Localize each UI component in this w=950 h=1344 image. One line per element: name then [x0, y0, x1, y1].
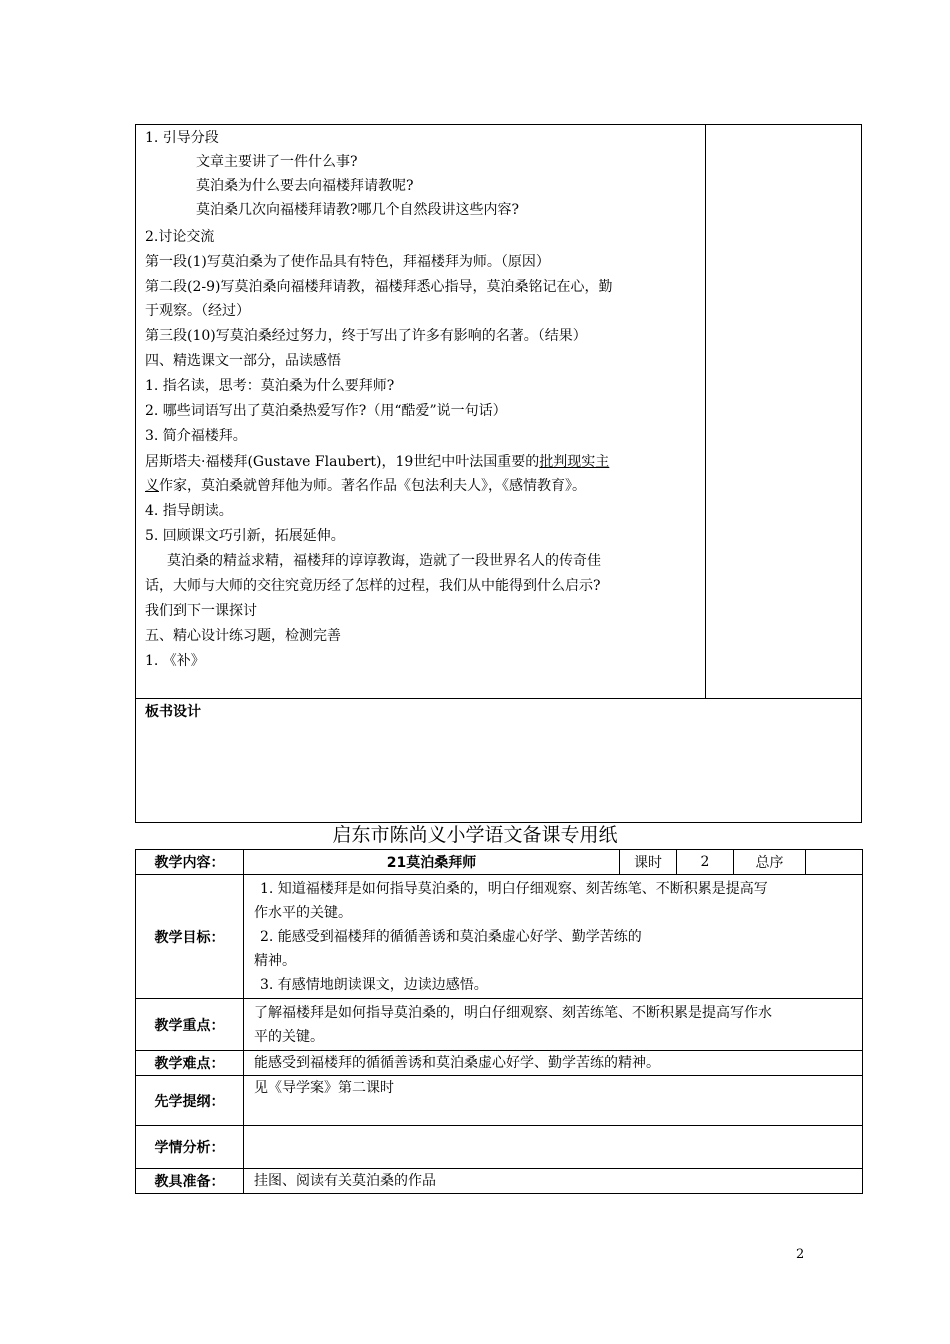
- step-line: 第三段(10)写莫泊桑经过努力，终于写出了许多有影响的名著。（结果）: [145, 328, 587, 344]
- step-line: 1. 引导分段: [145, 130, 219, 146]
- period-label: 课时: [620, 850, 677, 875]
- key-line: 平的关键。: [254, 1028, 324, 1045]
- prestudy-value: 见《导学案》第二课时: [244, 1076, 863, 1126]
- board-design-label: 板书设计: [145, 704, 201, 720]
- prep-row: [136, 1169, 863, 1194]
- prestudy-label: 先学提纲：: [136, 1076, 244, 1126]
- goal-line: 1. 知道福楼拜是如何指导莫泊桑的，明白仔细观察、刻苦练笔、不断积累是提高写: [260, 880, 768, 897]
- analysis-row: [136, 1126, 863, 1169]
- lesson-plan-table: [135, 849, 863, 1194]
- difficulty-label: 教学难点：: [136, 1051, 244, 1076]
- flaubert-intro: 居斯塔夫·福楼拜(Gustave Flaubert)，19世纪中叶法国重要的: [145, 454, 540, 470]
- step-line: [145, 451, 609, 473]
- analysis-label: 学情分析：: [136, 1126, 244, 1169]
- goals-cell: [244, 875, 863, 999]
- content-value: 21莫泊桑拜师: [244, 850, 620, 875]
- lesson-continuation-table: [135, 124, 862, 823]
- step-line: 2. 哪些词语写出了莫泊桑热爱写作?（用“酷爱”说一句话）: [145, 403, 507, 419]
- goal-line: 精神。: [254, 952, 296, 969]
- step-line: 我们到下一课探讨: [145, 603, 257, 619]
- step-line: 第一段(1)写莫泊桑为了使作品具有特色，拜福楼拜为师。（原因）: [145, 254, 550, 270]
- order-label: 总序: [734, 850, 806, 875]
- goal-line: 3. 有感情地朗读课文，边读边感悟。: [260, 976, 488, 993]
- analysis-value: [244, 1126, 863, 1169]
- lesson-steps-cell: [136, 125, 706, 699]
- board-design-cell: [136, 699, 861, 822]
- notes-column: [706, 125, 861, 699]
- step-line: 莫泊桑为什么要去向福楼拜请教呢?: [196, 178, 414, 194]
- difficulty-value: 能感受到福楼拜的循循善诱和莫泊桑虚心好学、勤学苦练的精神。: [244, 1051, 863, 1076]
- prep-value: 挂图、阅读有关莫泊桑的作品: [244, 1169, 863, 1194]
- step-line: 4. 指导朗读。: [145, 503, 233, 519]
- step-line: 2.讨论交流: [145, 229, 215, 245]
- key-line: 了解福楼拜是如何指导莫泊桑的，明白仔细观察、刻苦练笔、不断积累是提高写作水: [254, 1004, 772, 1021]
- difficulty-row: [136, 1051, 863, 1076]
- step-line: [145, 475, 586, 497]
- prestudy-row: [136, 1076, 863, 1126]
- step-line: 5. 回顾课文巧引新，拓展延伸。: [145, 528, 345, 544]
- step-line: 3. 简介福楼拜。: [145, 428, 247, 444]
- step-line: 话，大师与大师的交往究竟历经了怎样的过程，我们从中能得到什么启示?: [145, 578, 601, 594]
- step-line: 四、精选课文一部分，品读感悟: [145, 353, 341, 369]
- step-line: 1. 《补》: [145, 653, 205, 669]
- flaubert-works: 作家，莫泊桑就曾拜他为师。著名作品《包法利夫人》，《感情教育》。: [159, 478, 586, 494]
- goals-label: 教学目标：: [136, 875, 244, 999]
- step-line: 于观察。（经过）: [145, 303, 250, 319]
- key-cell: [244, 999, 863, 1051]
- critical-realism-term-end: 义: [145, 478, 159, 494]
- page-title: 启东市陈尚义小学语文备课专用纸: [332, 824, 618, 846]
- period-value: 2: [677, 850, 734, 875]
- prep-label: 教具准备：: [136, 1169, 244, 1194]
- step-line: 文章主要讲了一件什么事?: [196, 154, 358, 170]
- page-number: 2: [796, 1247, 805, 1262]
- step-line: 第二段(2-9)写莫泊桑向福楼拜请教，福楼拜悉心指导，莫泊桑铭记在心，勤: [145, 279, 613, 295]
- step-line: 莫泊桑的精益求精，福楼拜的谆谆教诲，造就了一段世界名人的传奇佳: [167, 553, 601, 569]
- goals-row: [136, 875, 863, 999]
- step-line: 1. 指名读，思考：莫泊桑为什么要拜师?: [145, 378, 395, 394]
- content-label: 教学内容：: [136, 850, 244, 875]
- goal-line: 作水平的关键。: [254, 904, 352, 921]
- key-row: [136, 999, 863, 1051]
- key-label: 教学重点：: [136, 999, 244, 1051]
- content-row: [136, 850, 863, 875]
- critical-realism-term: 批判现实主: [539, 454, 610, 470]
- step-line: 五、精心设计练习题，检测完善: [145, 628, 341, 644]
- order-value: [806, 850, 863, 875]
- step-line: 莫泊桑几次向福楼拜请教?哪几个自然段讲这些内容?: [196, 202, 520, 218]
- goal-line: 2. 能感受到福楼拜的循循善诱和莫泊桑虚心好学、勤学苦练的: [260, 928, 642, 945]
